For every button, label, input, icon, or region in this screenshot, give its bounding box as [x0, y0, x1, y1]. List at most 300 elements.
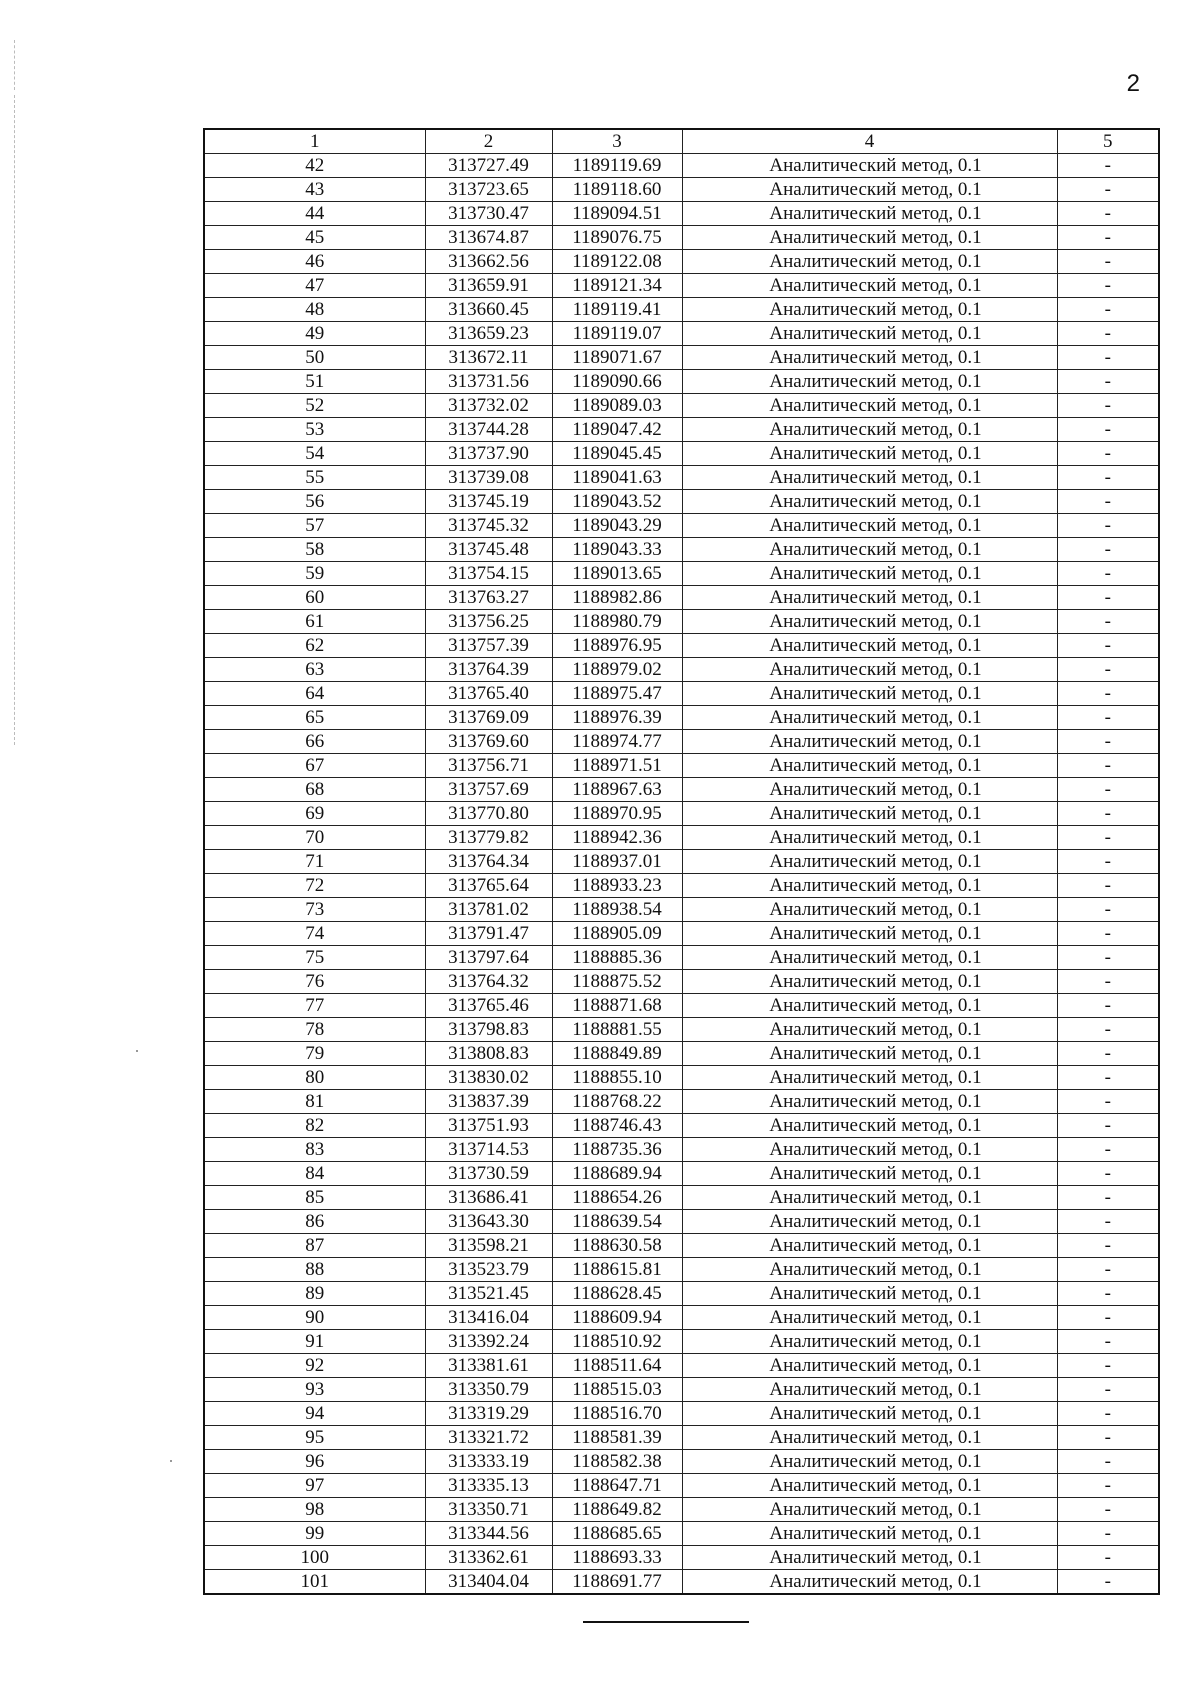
cell-y: 1188975.47: [552, 682, 682, 706]
cell-y: 1188649.82: [552, 1498, 682, 1522]
cell-method: Аналитический метод, 0.1: [682, 1210, 1057, 1234]
cell-point-number: 51: [204, 370, 425, 394]
cell-y: 1188735.36: [552, 1138, 682, 1162]
cell-method: Аналитический метод, 0.1: [682, 346, 1057, 370]
cell-description: -: [1057, 490, 1159, 514]
cell-method: Аналитический метод, 0.1: [682, 1258, 1057, 1282]
cell-point-number: 92: [204, 1354, 425, 1378]
cell-x: 313764.34: [425, 850, 552, 874]
cell-description: -: [1057, 1042, 1159, 1066]
cell-y: 1189013.65: [552, 562, 682, 586]
cell-description: -: [1057, 1522, 1159, 1546]
cell-y: 1188937.01: [552, 850, 682, 874]
cell-x: 313769.09: [425, 706, 552, 730]
cell-description: -: [1057, 1426, 1159, 1450]
cell-y: 1189043.29: [552, 514, 682, 538]
cell-y: 1189045.45: [552, 442, 682, 466]
cell-description: -: [1057, 298, 1159, 322]
cell-point-number: 47: [204, 274, 425, 298]
cell-y: 1188691.77: [552, 1570, 682, 1595]
cell-y: 1189076.75: [552, 226, 682, 250]
cell-description: -: [1057, 1546, 1159, 1570]
cell-x: 313674.87: [425, 226, 552, 250]
cell-y: 1188970.95: [552, 802, 682, 826]
cell-description: -: [1057, 1450, 1159, 1474]
cell-y: 1188516.70: [552, 1402, 682, 1426]
cell-point-number: 93: [204, 1378, 425, 1402]
cell-method: Аналитический метод, 0.1: [682, 226, 1057, 250]
cell-method: Аналитический метод, 0.1: [682, 682, 1057, 706]
table-row: [204, 1306, 1159, 1330]
cell-method: Аналитический метод, 0.1: [682, 898, 1057, 922]
cell-x: 313797.64: [425, 946, 552, 970]
cell-y: 1188630.58: [552, 1234, 682, 1258]
cell-description: -: [1057, 922, 1159, 946]
cell-method: Аналитический метод, 0.1: [682, 754, 1057, 778]
cell-y: 1188628.45: [552, 1282, 682, 1306]
cell-description: -: [1057, 1498, 1159, 1522]
cell-point-number: 49: [204, 322, 425, 346]
cell-y: 1188976.39: [552, 706, 682, 730]
cell-point-number: 96: [204, 1450, 425, 1474]
cell-point-number: 66: [204, 730, 425, 754]
cell-y: 1189119.41: [552, 298, 682, 322]
header-cell-point-number: 1: [204, 129, 425, 154]
cell-x: 313737.90: [425, 442, 552, 466]
cell-point-number: 79: [204, 1042, 425, 1066]
cell-point-number: 90: [204, 1306, 425, 1330]
table-row: [204, 1354, 1159, 1378]
cell-y: 1189119.07: [552, 322, 682, 346]
scan-edge-mark: [14, 95, 15, 745]
cell-y: 1188639.54: [552, 1210, 682, 1234]
table-row: [204, 1474, 1159, 1498]
cell-description: -: [1057, 418, 1159, 442]
table-row: [204, 418, 1159, 442]
cell-point-number: 55: [204, 466, 425, 490]
table-row: [204, 1498, 1159, 1522]
table-row: [204, 322, 1159, 346]
cell-description: -: [1057, 1354, 1159, 1378]
cell-method: Аналитический метод, 0.1: [682, 994, 1057, 1018]
cell-point-number: 61: [204, 610, 425, 634]
cell-description: -: [1057, 538, 1159, 562]
cell-description: -: [1057, 1066, 1159, 1090]
cell-method: Аналитический метод, 0.1: [682, 706, 1057, 730]
table-row: [204, 898, 1159, 922]
cell-x: 313830.02: [425, 1066, 552, 1090]
table-row: [204, 1162, 1159, 1186]
cell-point-number: 74: [204, 922, 425, 946]
cell-x: 313333.19: [425, 1450, 552, 1474]
cell-y: 1188976.95: [552, 634, 682, 658]
cell-x: 313754.15: [425, 562, 552, 586]
cell-description: -: [1057, 1282, 1159, 1306]
cell-point-number: 80: [204, 1066, 425, 1090]
cell-description: -: [1057, 730, 1159, 754]
cell-point-number: 62: [204, 634, 425, 658]
cell-y: 1188875.52: [552, 970, 682, 994]
table-row: [204, 250, 1159, 274]
cell-x: 313730.47: [425, 202, 552, 226]
cell-x: 313523.79: [425, 1258, 552, 1282]
table-row: [204, 778, 1159, 802]
table-row: [204, 1018, 1159, 1042]
table-row: [204, 1330, 1159, 1354]
cell-method: Аналитический метод, 0.1: [682, 562, 1057, 586]
table-row: [204, 538, 1159, 562]
cell-point-number: 43: [204, 178, 425, 202]
cell-method: Аналитический метод, 0.1: [682, 1282, 1057, 1306]
cell-method: Аналитический метод, 0.1: [682, 370, 1057, 394]
table-row: [204, 706, 1159, 730]
cell-description: -: [1057, 370, 1159, 394]
cell-method: Аналитический метод, 0.1: [682, 466, 1057, 490]
table-row: [204, 178, 1159, 202]
cell-method: Аналитический метод, 0.1: [682, 1042, 1057, 1066]
cell-point-number: 94: [204, 1402, 425, 1426]
cell-point-number: 67: [204, 754, 425, 778]
cell-point-number: 101: [204, 1570, 425, 1595]
table-row: [204, 1138, 1159, 1162]
cell-point-number: 97: [204, 1474, 425, 1498]
table-row: [204, 970, 1159, 994]
cell-point-number: 59: [204, 562, 425, 586]
cell-method: Аналитический метод, 0.1: [682, 874, 1057, 898]
cell-x: 313751.93: [425, 1114, 552, 1138]
cell-point-number: 57: [204, 514, 425, 538]
cell-description: -: [1057, 970, 1159, 994]
cell-x: 313672.11: [425, 346, 552, 370]
cell-y: 1188974.77: [552, 730, 682, 754]
cell-x: 313765.46: [425, 994, 552, 1018]
cell-method: Аналитический метод, 0.1: [682, 490, 1057, 514]
cell-method: Аналитический метод, 0.1: [682, 1570, 1057, 1595]
cell-x: 313714.53: [425, 1138, 552, 1162]
table-row: [204, 154, 1159, 178]
cell-description: -: [1057, 1258, 1159, 1282]
cell-x: 313745.48: [425, 538, 552, 562]
cell-x: 313765.40: [425, 682, 552, 706]
cell-description: -: [1057, 1186, 1159, 1210]
cell-description: -: [1057, 1018, 1159, 1042]
cell-x: 313731.56: [425, 370, 552, 394]
table-row: [204, 634, 1159, 658]
cell-x: 313739.08: [425, 466, 552, 490]
cell-y: 1189089.03: [552, 394, 682, 418]
table-row: [204, 1402, 1159, 1426]
cell-description: -: [1057, 1330, 1159, 1354]
cell-point-number: 44: [204, 202, 425, 226]
cell-point-number: 53: [204, 418, 425, 442]
cell-point-number: 82: [204, 1114, 425, 1138]
cell-point-number: 42: [204, 154, 425, 178]
cell-point-number: 65: [204, 706, 425, 730]
cell-x: 313319.29: [425, 1402, 552, 1426]
cell-x: 313769.60: [425, 730, 552, 754]
cell-method: Аналитический метод, 0.1: [682, 1498, 1057, 1522]
cell-method: Аналитический метод, 0.1: [682, 1378, 1057, 1402]
cell-method: Аналитический метод, 0.1: [682, 658, 1057, 682]
cell-description: -: [1057, 1210, 1159, 1234]
cell-y: 1188511.64: [552, 1354, 682, 1378]
cell-point-number: 98: [204, 1498, 425, 1522]
cell-point-number: 60: [204, 586, 425, 610]
cell-description: -: [1057, 826, 1159, 850]
cell-description: -: [1057, 706, 1159, 730]
cell-method: Аналитический метод, 0.1: [682, 274, 1057, 298]
table-row: [204, 514, 1159, 538]
cell-method: Аналитический метод, 0.1: [682, 250, 1057, 274]
cell-y: 1188855.10: [552, 1066, 682, 1090]
cell-point-number: 83: [204, 1138, 425, 1162]
cell-point-number: 91: [204, 1330, 425, 1354]
table-row: [204, 346, 1159, 370]
scan-edge-mark: [14, 40, 15, 90]
cell-point-number: 77: [204, 994, 425, 1018]
cell-point-number: 56: [204, 490, 425, 514]
cell-y: 1188582.38: [552, 1450, 682, 1474]
cell-point-number: 46: [204, 250, 425, 274]
cell-description: -: [1057, 1402, 1159, 1426]
cell-method: Аналитический метод, 0.1: [682, 1354, 1057, 1378]
table-row: [204, 610, 1159, 634]
cell-method: Аналитический метод, 0.1: [682, 1066, 1057, 1090]
table-row: [204, 1066, 1159, 1090]
cell-y: 1188768.22: [552, 1090, 682, 1114]
cell-method: Аналитический метод, 0.1: [682, 1522, 1057, 1546]
cell-method: Аналитический метод, 0.1: [682, 922, 1057, 946]
cell-description: -: [1057, 898, 1159, 922]
cell-x: 313779.82: [425, 826, 552, 850]
cell-method: Аналитический метод, 0.1: [682, 442, 1057, 466]
cell-y: 1188685.65: [552, 1522, 682, 1546]
cell-method: Аналитический метод, 0.1: [682, 154, 1057, 178]
cell-point-number: 88: [204, 1258, 425, 1282]
cell-x: 313765.64: [425, 874, 552, 898]
cell-x: 313764.32: [425, 970, 552, 994]
cell-y: 1188982.86: [552, 586, 682, 610]
table-row: [204, 1186, 1159, 1210]
cell-description: -: [1057, 202, 1159, 226]
table-row: [204, 490, 1159, 514]
cell-method: Аналитический метод, 0.1: [682, 514, 1057, 538]
cell-x: 313757.39: [425, 634, 552, 658]
cell-description: -: [1057, 250, 1159, 274]
cell-y: 1188933.23: [552, 874, 682, 898]
cell-description: -: [1057, 1114, 1159, 1138]
cell-y: 1188938.54: [552, 898, 682, 922]
table-row: [204, 826, 1159, 850]
cell-y: 1188849.89: [552, 1042, 682, 1066]
table-row: [204, 1426, 1159, 1450]
cell-description: -: [1057, 682, 1159, 706]
table-row: [204, 1546, 1159, 1570]
header-cell-description: 5: [1057, 129, 1159, 154]
cell-method: Аналитический метод, 0.1: [682, 1474, 1057, 1498]
cell-y: 1188980.79: [552, 610, 682, 634]
cell-y: 1188581.39: [552, 1426, 682, 1450]
cell-point-number: 64: [204, 682, 425, 706]
table-row: [204, 202, 1159, 226]
cell-description: -: [1057, 562, 1159, 586]
cell-description: -: [1057, 178, 1159, 202]
table-row: [204, 1234, 1159, 1258]
cell-description: -: [1057, 346, 1159, 370]
cell-point-number: 76: [204, 970, 425, 994]
cell-y: 1188885.36: [552, 946, 682, 970]
cell-method: Аналитический метод, 0.1: [682, 1426, 1057, 1450]
cell-x: 313662.56: [425, 250, 552, 274]
cell-point-number: 95: [204, 1426, 425, 1450]
cell-y: 1188693.33: [552, 1546, 682, 1570]
cell-y: 1189071.67: [552, 346, 682, 370]
table-row: [204, 922, 1159, 946]
cell-x: 313521.45: [425, 1282, 552, 1306]
cell-x: 313660.45: [425, 298, 552, 322]
cell-method: Аналитический метод, 0.1: [682, 202, 1057, 226]
cell-x: 313723.65: [425, 178, 552, 202]
cell-point-number: 100: [204, 1546, 425, 1570]
cell-description: -: [1057, 586, 1159, 610]
table-row: [204, 874, 1159, 898]
cell-y: 1189094.51: [552, 202, 682, 226]
cell-method: Аналитический метод, 0.1: [682, 394, 1057, 418]
cell-y: 1188609.94: [552, 1306, 682, 1330]
cell-y: 1189119.69: [552, 154, 682, 178]
scan-speck: [170, 1460, 172, 1462]
cell-y: 1189118.60: [552, 178, 682, 202]
cell-method: Аналитический метод, 0.1: [682, 826, 1057, 850]
cell-y: 1189047.42: [552, 418, 682, 442]
cell-y: 1188881.55: [552, 1018, 682, 1042]
cell-description: -: [1057, 802, 1159, 826]
cell-x: 313659.91: [425, 274, 552, 298]
cell-x: 313730.59: [425, 1162, 552, 1186]
table-row: [204, 1042, 1159, 1066]
cell-method: Аналитический метод, 0.1: [682, 850, 1057, 874]
table-row: [204, 394, 1159, 418]
cell-y: 1189043.33: [552, 538, 682, 562]
cell-method: Аналитический метод, 0.1: [682, 1450, 1057, 1474]
table-row: [204, 946, 1159, 970]
cell-x: 313686.41: [425, 1186, 552, 1210]
cell-x: 313732.02: [425, 394, 552, 418]
cell-description: -: [1057, 994, 1159, 1018]
footer-rule: [583, 1621, 749, 1623]
cell-x: 313808.83: [425, 1042, 552, 1066]
cell-point-number: 52: [204, 394, 425, 418]
cell-description: -: [1057, 946, 1159, 970]
cell-x: 313781.02: [425, 898, 552, 922]
cell-description: -: [1057, 850, 1159, 874]
table-row: [204, 466, 1159, 490]
cell-description: -: [1057, 1570, 1159, 1595]
cell-point-number: 99: [204, 1522, 425, 1546]
cell-x: 313745.32: [425, 514, 552, 538]
cell-x: 313659.23: [425, 322, 552, 346]
cell-y: 1188510.92: [552, 1330, 682, 1354]
cell-description: -: [1057, 778, 1159, 802]
cell-point-number: 84: [204, 1162, 425, 1186]
cell-description: -: [1057, 1378, 1159, 1402]
cell-y: 1188647.71: [552, 1474, 682, 1498]
cell-x: 313392.24: [425, 1330, 552, 1354]
cell-x: 313344.56: [425, 1522, 552, 1546]
cell-method: Аналитический метод, 0.1: [682, 1090, 1057, 1114]
cell-method: Аналитический метод, 0.1: [682, 586, 1057, 610]
cell-point-number: 50: [204, 346, 425, 370]
table-row: [204, 370, 1159, 394]
table-row: [204, 994, 1159, 1018]
cell-point-number: 75: [204, 946, 425, 970]
cell-description: -: [1057, 1306, 1159, 1330]
cell-y: 1188746.43: [552, 1114, 682, 1138]
cell-y: 1188654.26: [552, 1186, 682, 1210]
cell-method: Аналитический метод, 0.1: [682, 322, 1057, 346]
cell-method: Аналитический метод, 0.1: [682, 778, 1057, 802]
cell-x: 313770.80: [425, 802, 552, 826]
table-row: [204, 1450, 1159, 1474]
cell-method: Аналитический метод, 0.1: [682, 730, 1057, 754]
table-row: [204, 658, 1159, 682]
cell-method: Аналитический метод, 0.1: [682, 1306, 1057, 1330]
cell-description: -: [1057, 1162, 1159, 1186]
cell-description: -: [1057, 874, 1159, 898]
table-row: [204, 1570, 1159, 1595]
cell-method: Аналитический метод, 0.1: [682, 1234, 1057, 1258]
cell-point-number: 86: [204, 1210, 425, 1234]
cell-x: 313791.47: [425, 922, 552, 946]
cell-y: 1188871.68: [552, 994, 682, 1018]
coordinates-table: [203, 128, 1160, 1595]
table-row: [204, 802, 1159, 826]
table-row: [204, 682, 1159, 706]
cell-x: 313335.13: [425, 1474, 552, 1498]
table-row: [204, 226, 1159, 250]
cell-point-number: 69: [204, 802, 425, 826]
cell-y: 1188979.02: [552, 658, 682, 682]
cell-x: 313381.61: [425, 1354, 552, 1378]
table-row: [204, 1378, 1159, 1402]
cell-x: 313416.04: [425, 1306, 552, 1330]
scan-speck: [136, 1050, 138, 1052]
table-row: [204, 1258, 1159, 1282]
cell-method: Аналитический метод, 0.1: [682, 1162, 1057, 1186]
cell-description: -: [1057, 322, 1159, 346]
cell-method: Аналитический метод, 0.1: [682, 298, 1057, 322]
cell-description: -: [1057, 754, 1159, 778]
cell-y: 1188615.81: [552, 1258, 682, 1282]
cell-description: -: [1057, 274, 1159, 298]
table-row: [204, 1522, 1159, 1546]
cell-point-number: 85: [204, 1186, 425, 1210]
cell-description: -: [1057, 1090, 1159, 1114]
table-row: [204, 562, 1159, 586]
cell-x: 313321.72: [425, 1426, 552, 1450]
cell-x: 313756.25: [425, 610, 552, 634]
cell-point-number: 48: [204, 298, 425, 322]
cell-method: Аналитический метод, 0.1: [682, 1546, 1057, 1570]
table-row: [204, 754, 1159, 778]
cell-method: Аналитический метод, 0.1: [682, 418, 1057, 442]
table-row: [204, 1090, 1159, 1114]
cell-method: Аналитический метод, 0.1: [682, 946, 1057, 970]
table-row: [204, 298, 1159, 322]
cell-x: 313798.83: [425, 1018, 552, 1042]
cell-x: 313727.49: [425, 154, 552, 178]
cell-x: 313763.27: [425, 586, 552, 610]
